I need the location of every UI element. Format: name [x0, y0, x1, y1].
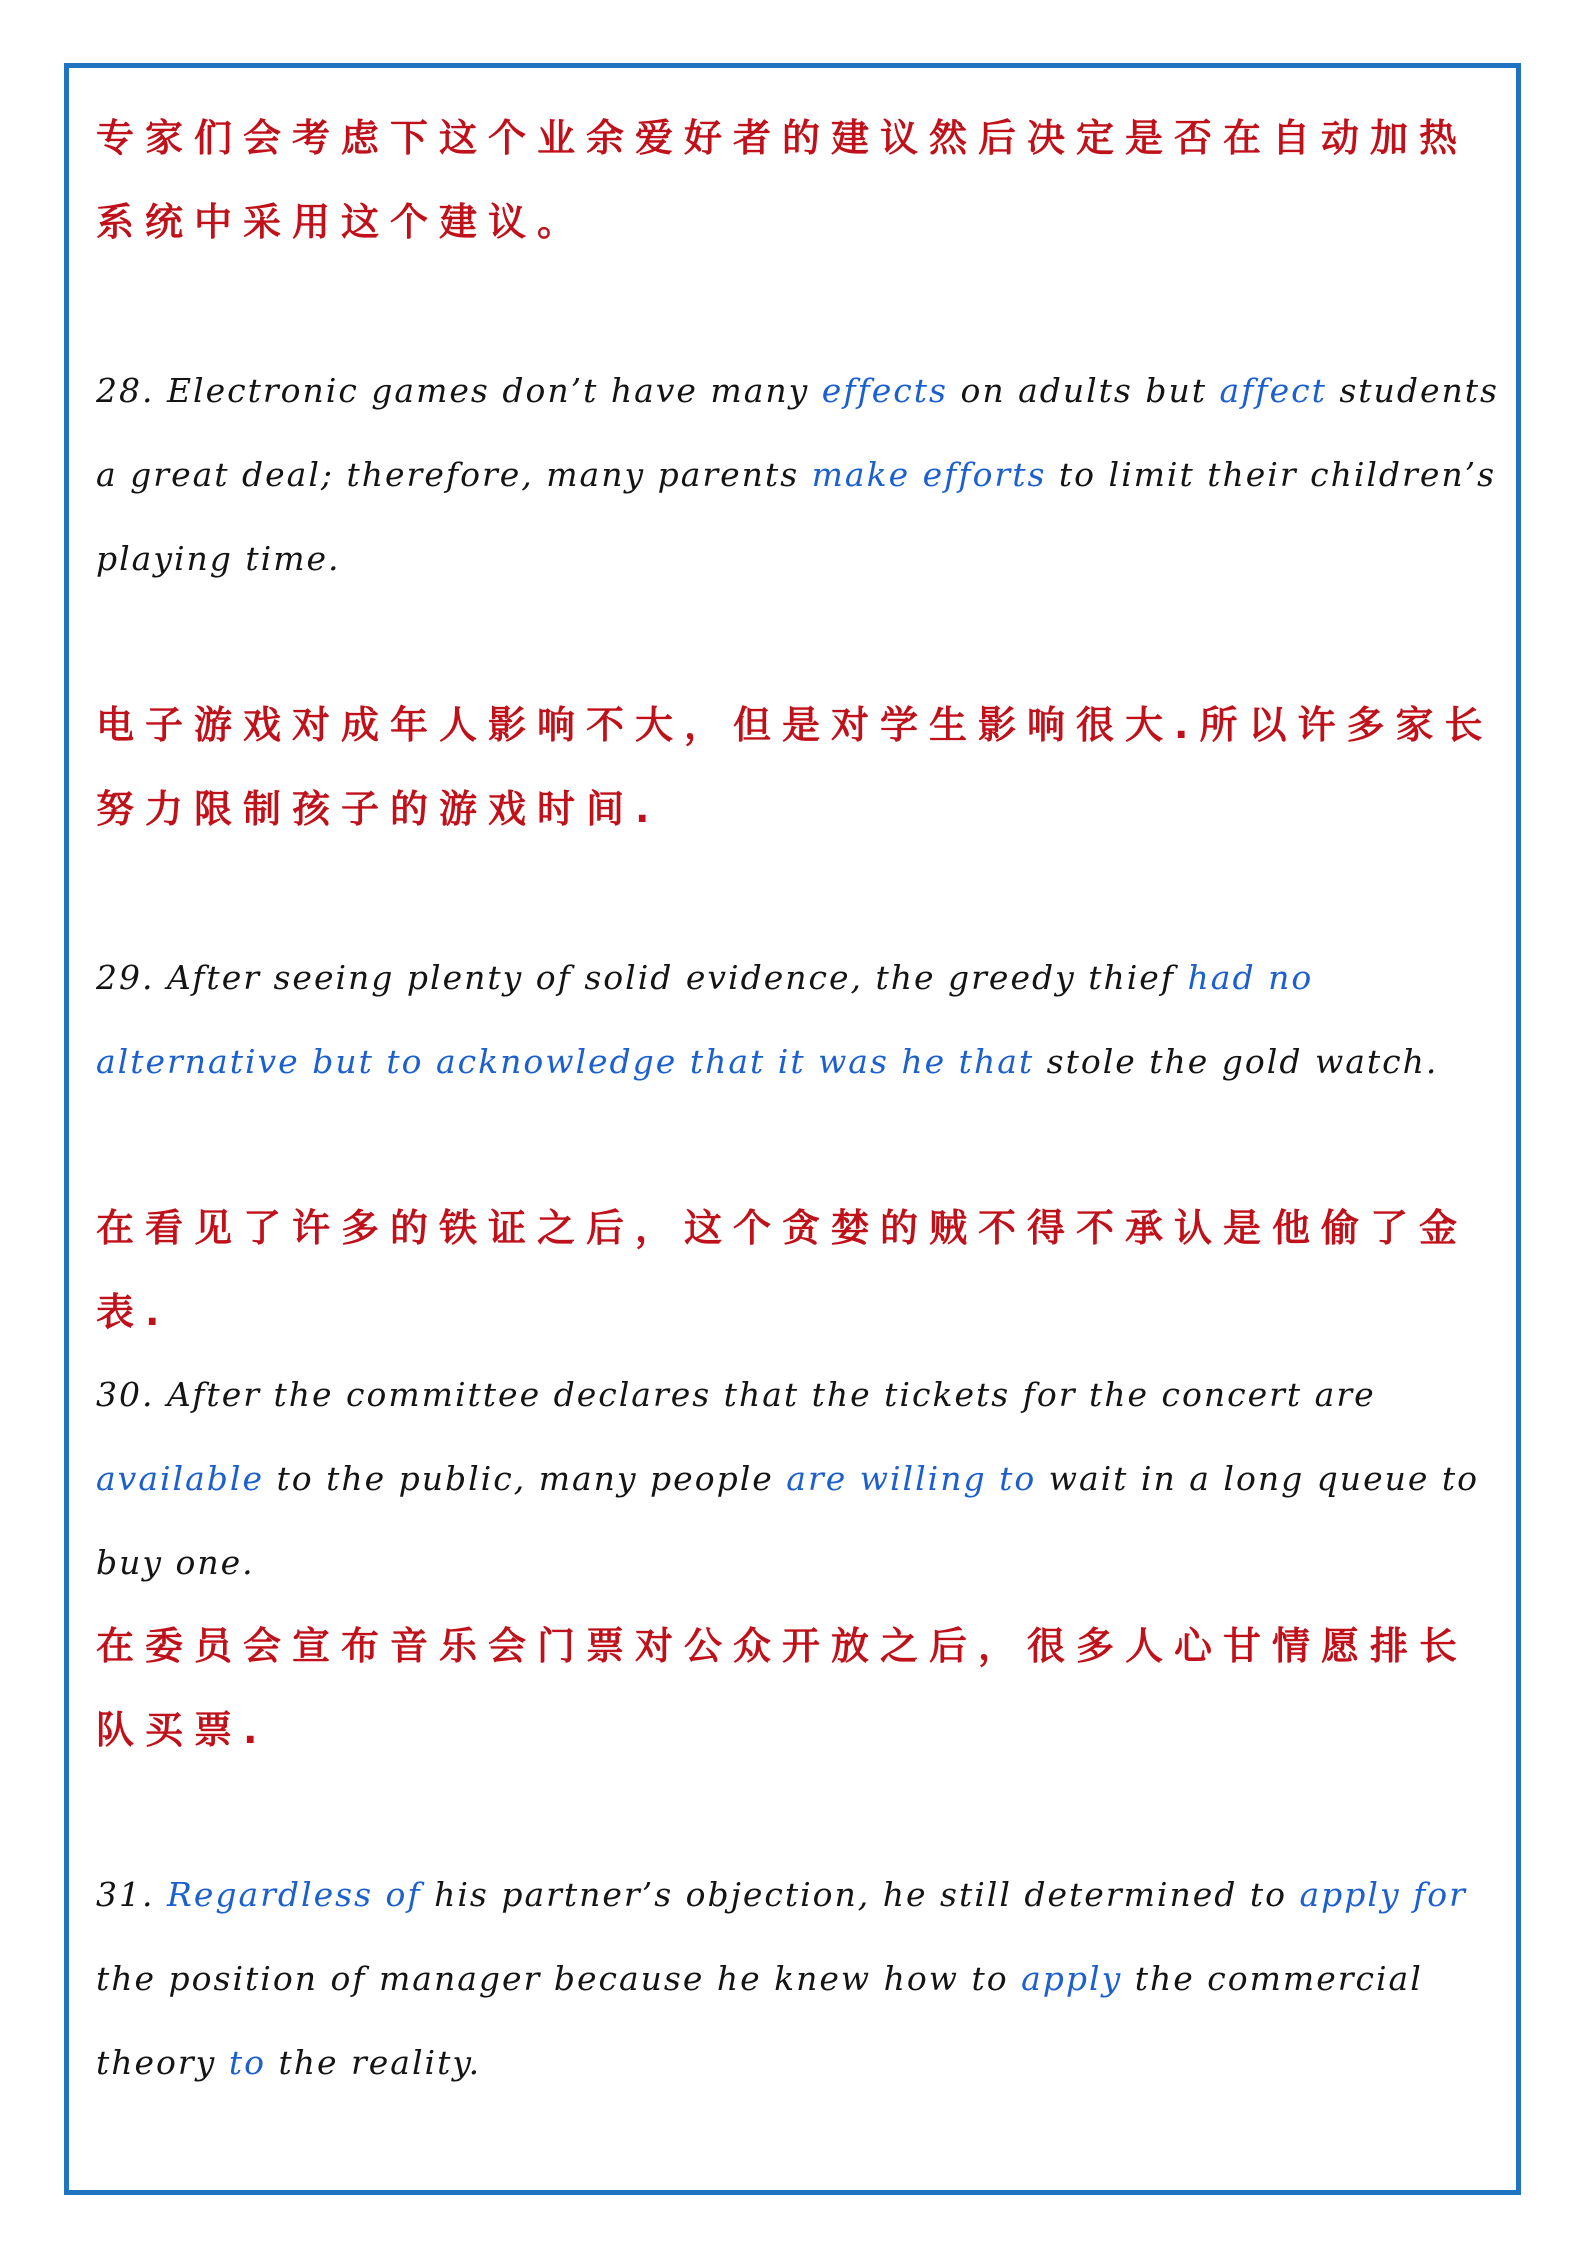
- key-phrase: to: [228, 2043, 266, 2082]
- key-phrase: apply for: [1299, 1875, 1467, 1914]
- sentence-text: his partner’s objection, he still determined to: [421, 1875, 1300, 1914]
- key-phrase: had no alternative but to acknowledge that it was he that: [96, 958, 1314, 1081]
- key-phrase: affect: [1219, 371, 1327, 410]
- sentence-29: [96, 936, 1511, 1104]
- sentence-text: 31.: [96, 1875, 167, 1914]
- sentence-28: [96, 349, 1511, 601]
- sentence-text: on adults but: [947, 371, 1220, 410]
- translation-29: 在看见了许多的铁证之后，这个贪婪的贼不得不承认是他偷了金表.: [96, 1206, 1469, 1334]
- key-phrase: apply: [1021, 1959, 1123, 1998]
- translation-28: 电子游戏对成年人影响不大，但是对学生影响很大.所以许多家长努力限制孩子的游戏时间.: [96, 703, 1494, 831]
- sentence-31: [96, 1853, 1511, 2105]
- sentence-text: the reality.: [265, 2043, 482, 2082]
- key-phrase: effects: [821, 371, 948, 410]
- sentence-text: 30. After the committee declares that the tickets for the concert are: [96, 1375, 1376, 1414]
- sentence-30: [96, 1353, 1511, 1605]
- sentence-text: wait in a long queue to buy one.: [96, 1459, 1479, 1582]
- key-phrase: are willing to: [786, 1459, 1037, 1498]
- sentence-text: the position of manager because he knew how to: [96, 1959, 1022, 1998]
- sentence-text: to limit their children’s playing time.: [96, 455, 1497, 578]
- sentence-text: stole the gold watch.: [1034, 1042, 1439, 1081]
- translation-30: 在委员会宣布音乐会门票对公众开放之后，很多人心甘情愿排长队买票.: [96, 1624, 1469, 1752]
- sentence-text: to the public, many people: [263, 1459, 787, 1498]
- key-phrase: available: [96, 1459, 264, 1498]
- sentence-text: 28. Electronic games don’t have many: [96, 371, 822, 410]
- sentence-text: 29. After seeing plenty of solid evidence, the greedy thief: [96, 958, 1188, 997]
- sentence-text: the commercial theory: [96, 1959, 1423, 2082]
- sentence-text: students a great deal; therefore, many parents: [96, 371, 1499, 494]
- translation-27: 专家们会考虑下这个业余爱好者的建议然后决定是否在自动加热系统中采用这个建议。: [96, 116, 1469, 244]
- key-phrase: Regardless of: [166, 1875, 422, 1914]
- key-phrase: make efforts: [811, 455, 1047, 494]
